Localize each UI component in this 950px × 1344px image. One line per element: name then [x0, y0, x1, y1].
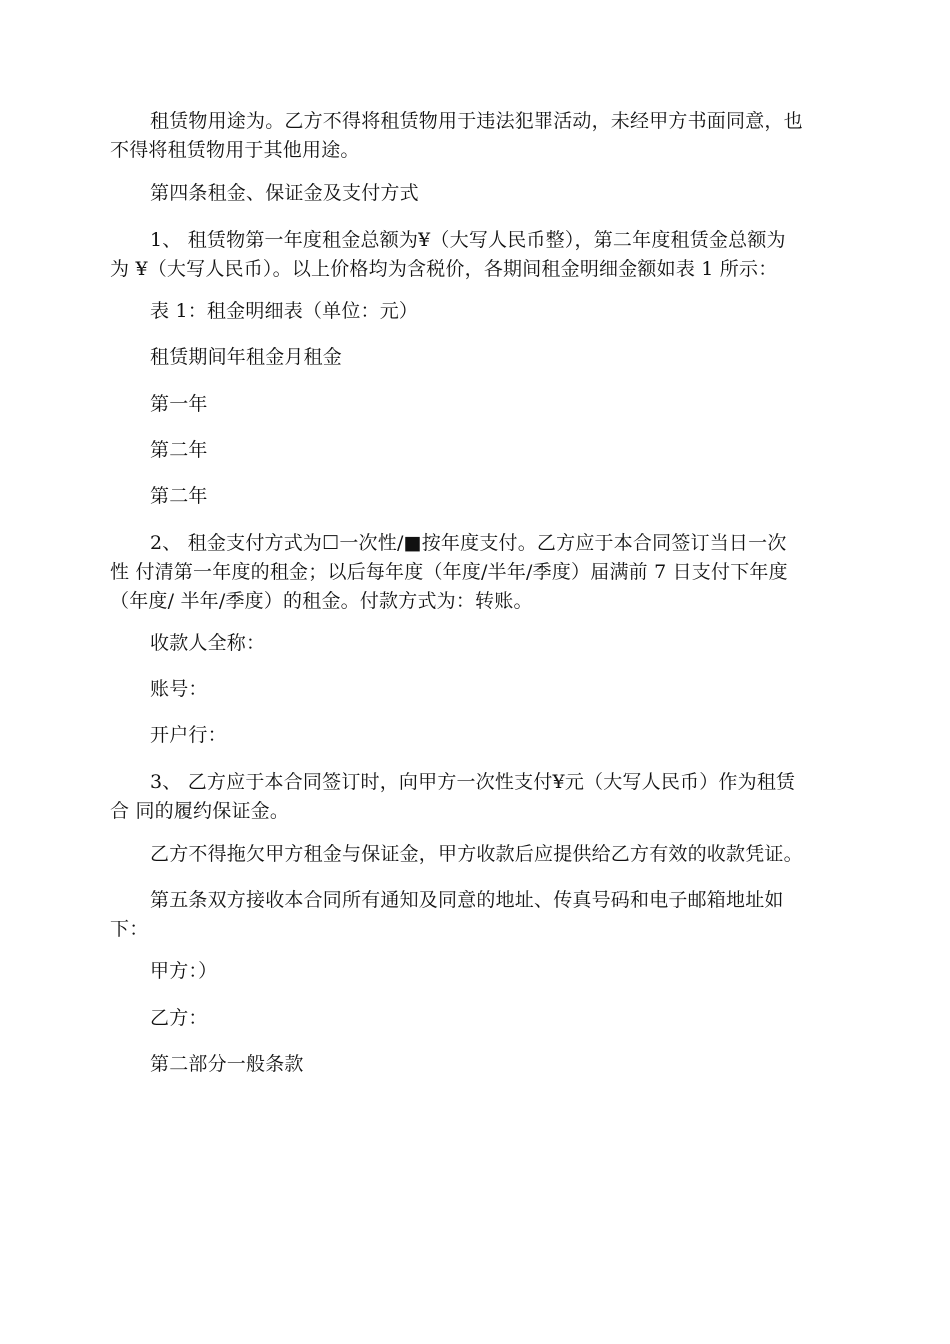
party-a-field — [110, 957, 842, 986]
text-line: 第二年 — [150, 485, 208, 507]
paragraph-usage — [110, 107, 842, 165]
table-row-year-2-repeat — [110, 482, 842, 511]
part-2-heading — [110, 1050, 842, 1079]
text-line: 甲方：） — [150, 960, 218, 982]
text-line: 第二年 — [150, 439, 208, 461]
table-title — [110, 297, 842, 326]
paragraph-item-3 — [110, 768, 842, 826]
text-line: （年度/ 半年/季度）的租金。付款方式为：转账。 — [110, 590, 533, 612]
paragraph-item-2 — [110, 529, 842, 616]
party-b-field — [110, 1004, 842, 1033]
text-line: 第五条双方接收本合同所有通知及同意的地址、传真号码和电子邮箱地址如 — [150, 889, 784, 911]
text-line: 性 付清第一年度的租金；以后每年度（年度/半年/季度）届满前 7 日支付下年度 — [110, 561, 788, 583]
text-line: 表 1：租金明细表（单位：元） — [150, 300, 419, 322]
text-line: 第二部分一般条款 — [150, 1053, 304, 1075]
paragraph-no-arrears — [110, 840, 842, 869]
text-line: 乙方： — [150, 1007, 208, 1029]
text-line: 2、 租金支付方式为☐一次性/■按年度支付。乙方应于本合同签订当日一次 — [150, 532, 787, 554]
text-line: 账号： — [150, 678, 208, 700]
table-row-year-1 — [110, 390, 842, 419]
account-number-field — [110, 675, 842, 704]
payee-name-field — [110, 629, 842, 658]
text-line: 开户行： — [150, 724, 227, 746]
text-line: 为 ¥（大写人民币）。以上价格均为含税价，各期间租金明细金额如表 1 所示： — [110, 258, 778, 280]
text-line: 合 同的履约保证金。 — [110, 800, 290, 822]
article-5-heading — [110, 886, 842, 944]
text-line: 乙方不得拖欠甲方租金与保证金，甲方收款后应提供给乙方有效的收款凭证。 — [150, 843, 803, 865]
text-line: 第一年 — [150, 393, 208, 415]
article-4-heading — [110, 179, 842, 208]
text-line: 收款人全称： — [150, 632, 266, 654]
text-line: 租赁物用途为。乙方不得将租赁物用于违法犯罪活动，未经甲方书面同意，也 — [150, 110, 803, 132]
paragraph-item-1 — [110, 226, 842, 284]
text-line: 1、 租赁物第一年度租金总额为¥（大写人民币整），第二年度租赁金总额为 — [150, 229, 786, 251]
table-row-year-2 — [110, 436, 842, 465]
table-header — [110, 343, 842, 372]
text-line: 不得将租赁物用于其他用途。 — [110, 139, 360, 161]
bank-field — [110, 721, 842, 750]
text-line: 下： — [110, 918, 149, 940]
text-line: 租赁期间年租金月租金 — [150, 346, 343, 368]
text-line: 3、 乙方应于本合同签订时，向甲方一次性支付¥元（大写人民币）作为租赁 — [150, 771, 796, 793]
text-line: 第四条租金、保证金及支付方式 — [150, 182, 419, 204]
